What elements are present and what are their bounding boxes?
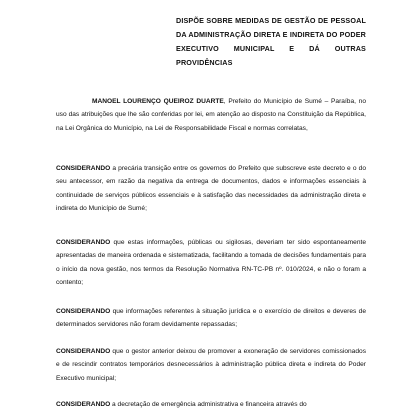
considerando-text: a decretação de emergência administrativa e financeira através do — [110, 401, 307, 408]
considerando-text: que informações referentes à situação jurídica e o exercício de direitos e deveres de determinados servidores não foram devidamente repassadas; — [56, 308, 366, 329]
decree-summary-heading: DISPÕE SOBRE MEDIDAS DE GESTÃO DE PESSOAL DA ADMINISTRAÇÃO DIRETA E INDIRETA DO PODER EXECUTIVO MUNICIPAL E DÁ OUTRAS PROVIDÊNCIAS — [176, 16, 366, 67]
considerando-keyword: CONSIDERANDO — [56, 308, 111, 315]
considerando-keyword: CONSIDERANDO — [56, 401, 111, 408]
considerando-paragraph-2 — [56, 236, 366, 290]
preamble-text: , Prefeito do Município de Sumé – Paraíba, no uso das atribuições que lhe são conferidas por lei, em atenção ao disposto na Constituição da República, na Lei Orgânica do Município, na Lei de Responsabilidade Fiscal e normas correlatas, — [56, 98, 366, 132]
preamble-paragraph — [56, 95, 366, 135]
considerando-paragraph-1 — [56, 162, 366, 216]
considerando-paragraph-3 — [56, 305, 366, 332]
considerando-keyword: CONSIDERANDO — [56, 348, 111, 355]
considerando-keyword: CONSIDERANDO — [56, 165, 111, 172]
considerando-paragraph-5 — [56, 398, 366, 411]
considerando-paragraph-4 — [56, 345, 366, 385]
mayor-name: MANOEL LOURENÇO QUEIROZ DUARTE — [92, 98, 224, 105]
considerando-text: a precária transição entre os governos do Prefeito que subscreve este decreto e o do seu antecessor, em razão da negativa da entrega de documentos, dados e informações essenciais à continuidade de serviços públicos essenciais e à satisfação das necessidades da administração direta e indireta do Município de Sumé; — [56, 165, 366, 213]
considerando-text: que o gestor anterior deixou de promover a exoneração de servidores comissionados e de rescindir contratos temporários desnecessários à administração pública direta e indireta do Poder Executivo municipal; — [56, 348, 366, 382]
considerando-keyword: CONSIDERANDO — [56, 239, 111, 246]
considerando-text: que estas informações, públicas ou sigilosas, deveriam ter sido espontaneamente apresentadas de maneira ordenada e sistematizada, facilitando a tomada de decisões fundamentais para o início da nova gestão, nos termos da Resolução Normativa RN-TC-PB nº. 010/2024, e não o foram a contento; — [56, 239, 366, 287]
